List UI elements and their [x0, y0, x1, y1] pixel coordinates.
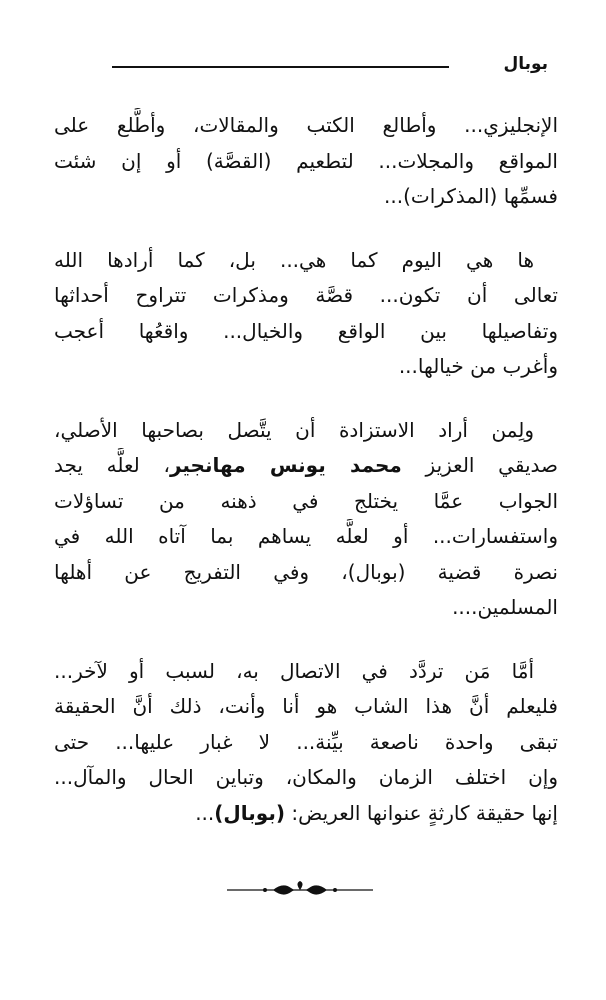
text-line: تعالى أن تكون... قصَّة ومذكرات تتراوح أحداثها: [54, 283, 558, 307]
line-segment: ، لعلَّه يجد: [54, 453, 170, 477]
paragraph-3: [54, 413, 558, 626]
page-body: [54, 108, 558, 859]
text-line: وأغرب من خيالها...: [398, 354, 558, 378]
text-line-with-name: [54, 448, 558, 484]
person-name: محمد يونس مهانجير: [169, 453, 402, 477]
line-segment: ...: [195, 800, 215, 825]
text-line: المسلمين....: [452, 595, 558, 619]
text-line: فليعلم أنَّ هذا الشاب هو أنا وأنت، ذلك أنَّ الحقيقة: [54, 694, 558, 718]
text-line: الجواب عمَّا يختلج في ذهنه من تساؤلات: [54, 488, 558, 513]
header-rule: [112, 66, 449, 68]
paragraph-4: [54, 654, 558, 832]
book-title-mention: (بوبال): [214, 800, 285, 825]
text-line: الإنجليزي... وأطالع الكتب والمقالات، وأطَّلع على: [54, 113, 558, 137]
running-header: [0, 52, 606, 82]
text-line: المواقع والمجلات... لتطعيم (القصَّة) أو إن شئت: [54, 148, 558, 173]
text-line: أمَّا مَن تردَّد في الاتصال به، لسبب أو لآخر...: [54, 658, 534, 683]
text-line: ها هي اليوم كما هي... بل، كما أرادها الله: [54, 247, 534, 272]
line-segment: إنها حقيقة كارثةٍ عنوانها العريض:: [291, 800, 558, 825]
text-line: تبقى واحدة ناصعة بيِّنة... لا غبار عليها... حتى: [54, 729, 558, 754]
text-line: واستفسارات... أو لعلَّه يساهم بما آتاه الله في: [54, 524, 558, 548]
header-title: بوبال: [503, 54, 548, 74]
paragraph-2: [54, 243, 558, 385]
text-line: نصرة قضية (بوبال)، وفي التفريج عن أهلها: [54, 559, 558, 584]
text-line: وتفاصيلها بين الواقع والخيال... واقعُها أعجب: [54, 318, 558, 343]
text-line: فسمِّها (المذكرات)...: [384, 184, 558, 208]
text-line: ولِمن أراد الاستزادة أن يتَّصل بصاحبها الأصلي،: [54, 417, 534, 442]
section-ornament-icon: [225, 878, 375, 902]
line-segment: صديقي العزيز: [425, 453, 558, 477]
text-line: وإن اختلف الزمان والمكان، وتباين الحال والمآل...: [54, 765, 558, 789]
text-line-with-title: [54, 796, 558, 832]
paragraph-1: [54, 108, 558, 215]
